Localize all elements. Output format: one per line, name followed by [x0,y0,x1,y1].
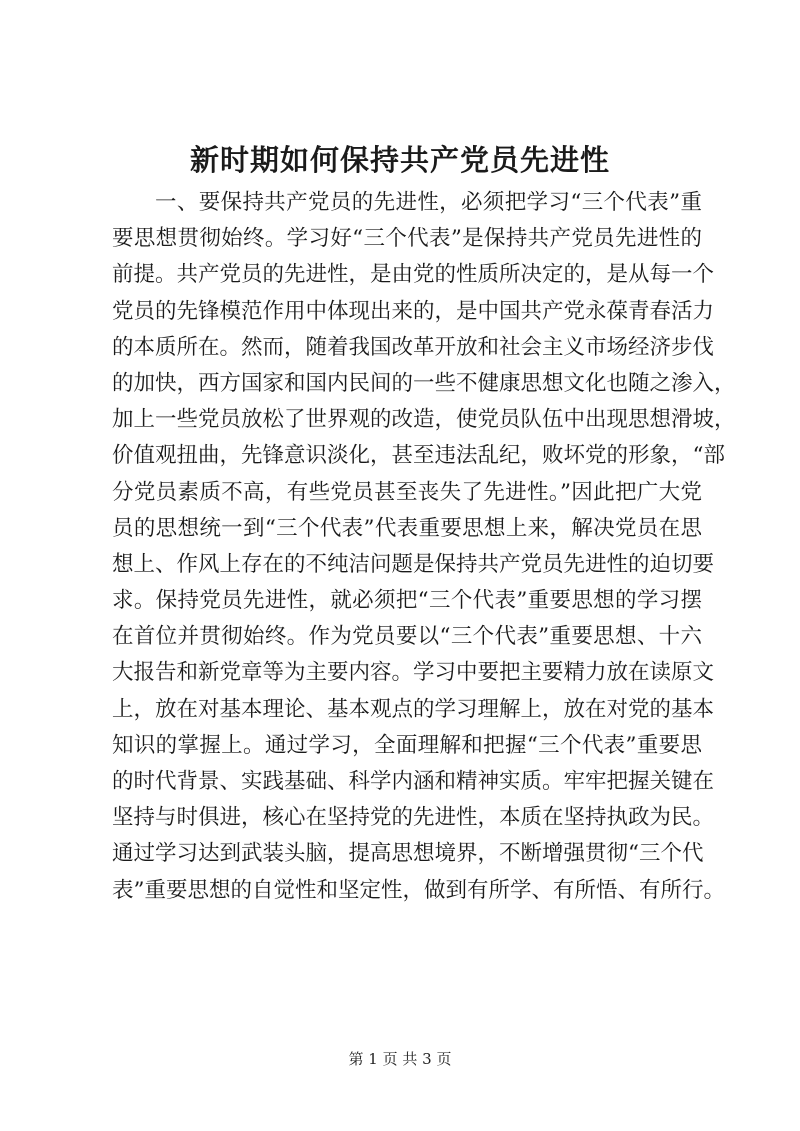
body-line: 分党员素质不高，有些党员甚至丧失了先进性。”因此把广大党 [112,479,702,505]
body-line: 上，放在对基本理论、基本观点的学习理解上，放在对党的基本 [112,696,715,722]
body-line: 前提。共产党员的先进性，是由党的性质所决定的，是从每一个 [112,262,715,288]
body-line: 的加快，西方国家和国内民间的一些不健康思想文化也随之渗入， [112,370,736,396]
body-line: 在首位并贯彻始终。作为党员要以“三个代表”重要思想、十六 [112,624,702,650]
body-line: 知识的掌握上。通过学习，全面理解和把握“三个代表”重要思 [112,732,702,758]
body-line: 通过学习达到武装头脑，提高思想境界，不断增强贯彻“三个代 [112,841,704,867]
body-line: 的时代背景、实践基础、科学内涵和精神实质。牢牢把握关键在 [112,769,715,794]
body-line: 员的思想统一到“三个代表”代表重要思想上来，解决党员在思 [112,515,702,541]
body-line: 要思想贯彻始终。学习好“三个代表”是保持共产党员先进性的 [112,226,702,252]
body-line: 表”重要思想的自觉性和坚定性，做到有所学、有所悟、有所行。 [112,877,725,903]
body-line: 坚持与时俱进，核心在坚持党的先进性，本质在坚持执政为民。 [112,805,715,831]
body-line: 大报告和新党章等为主要内容。学习中要把主要精力放在读原文 [112,660,715,686]
body-line: 想上、作风上存在的不纯洁问题是保持共产党员先进性的迫切要 [112,551,715,577]
body-line: 党员的先锋模范作用中体现出来的，是中国共产党永葆青春活力 [112,298,715,324]
page-footer: 第 1 页 共 3 页 [348,1050,452,1068]
document-body [112,185,736,909]
body-line: 的本质所在。然而，随着我国改革开放和社会主义市场经济步伐 [112,334,715,360]
body-line: 一、要保持共产党员的先进性，必须把学习“三个代表”重 [155,190,702,215]
body-line: 加上一些党员放松了世界观的改造，使党员队伍中出现思想滑坡， [112,407,736,433]
body-line: 求。保持党员先进性，就必须把“三个代表”重要思想的学习摆 [112,588,702,614]
document-title: 新时期如何保持共产党员先进性 [189,143,610,177]
body-line: 价值观扭曲，先锋意识淡化，甚至违法乱纪，败坏党的形象，“部 [112,443,725,469]
